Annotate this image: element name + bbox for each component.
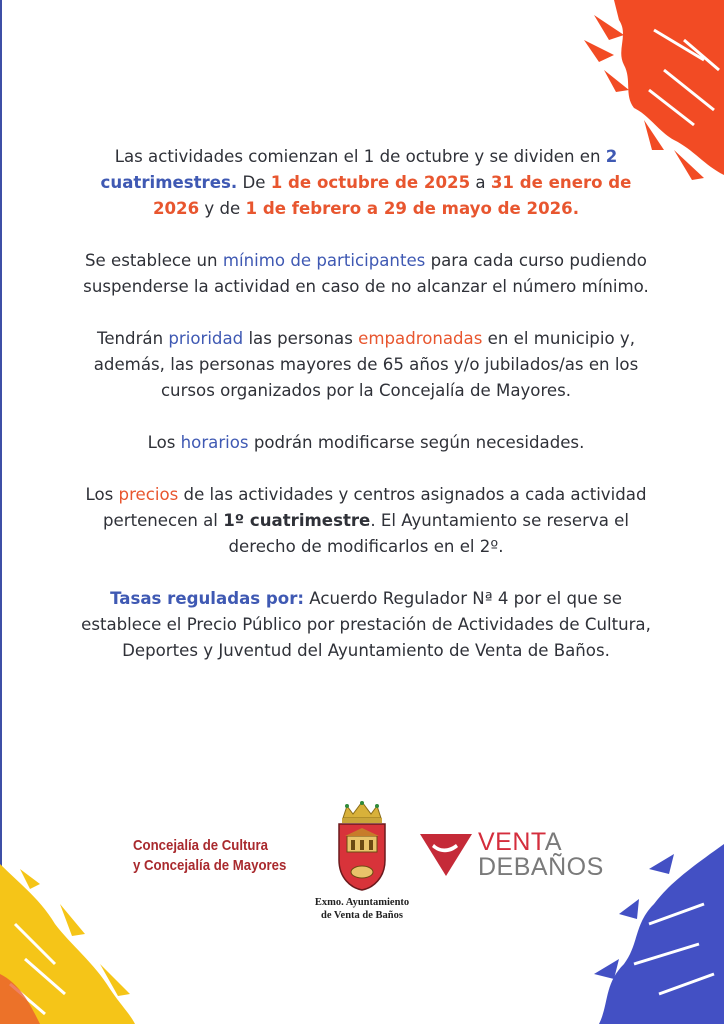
tasas-text: Acuerdo Regulador Nª 4 por el que se establece el Precio Público por prestación de Actividades de Cultura, Deportes y Juventud del Ayuntamiento de Venta de Baños. <box>81 589 651 660</box>
concejalia-line2: y Concejalía de Mayores <box>133 857 287 874</box>
minimo-text: Se establece un <box>85 251 223 270</box>
footer <box>0 800 724 930</box>
horarios-paragraph <box>80 430 652 456</box>
cuatrimestres-highlight: 2 cuatrimestres. <box>100 147 618 192</box>
prioridad-highlight: prioridad <box>168 329 244 348</box>
venta-logo-mark-icon <box>420 832 472 876</box>
concejalia-label <box>133 836 286 876</box>
tasas-paragraph <box>80 586 652 664</box>
prioridad-text: en el municipio y, además, las personas mayores de 65 años y/o jubilados/as en los cursos organizados por la Concejalía de Mayores. <box>93 329 639 400</box>
intro-paragraph <box>80 144 652 222</box>
minimo-text: para cada curso pudiendo suspenderse la actividad en caso de no alcanzar el número mínimo. <box>83 251 649 296</box>
intro-text: a <box>470 173 491 192</box>
horarios-text: Los <box>147 433 181 452</box>
horarios-highlight: horarios <box>180 433 249 452</box>
coat-of-arms-icon <box>333 800 391 892</box>
precios-paragraph <box>80 482 652 560</box>
precios-text: . El Ayuntamiento se reserva el derecho de modificarlos en el 2º. <box>228 511 629 556</box>
precios-highlight: precios <box>118 485 179 504</box>
tasas-heading: Tasas reguladas por: <box>110 589 305 608</box>
prioridad-text: las personas <box>243 329 359 348</box>
precios-text: de las actividades y centros asignados a cada actividad pertenecen al <box>103 485 647 530</box>
logo-word-debanos: DEBAÑOS <box>478 853 604 881</box>
intro-text: De <box>237 173 271 192</box>
prioridad-text: Tendrán <box>97 329 169 348</box>
ayto-line1: Exmo. Ayuntamiento <box>314 897 410 908</box>
cuatrimestre-bold: 1º cuatrimestre <box>223 511 371 530</box>
minimo-highlight: mínimo de participantes <box>222 251 426 270</box>
info-text <box>80 144 652 690</box>
ayuntamiento-label <box>302 896 422 922</box>
prioridad-paragraph <box>80 326 652 404</box>
empadronadas-highlight: empadronadas <box>358 329 483 348</box>
minimo-paragraph <box>80 248 652 300</box>
intro-text: Las actividades comienzan el 1 de octubre y se dividen en <box>114 147 606 166</box>
intro-text: y de <box>199 199 246 218</box>
horarios-text: podrán modificarse según necesidades. <box>248 433 585 452</box>
first-end-date: 31 de enero de 2026 <box>152 173 632 218</box>
logo-letter-a: A <box>544 828 563 856</box>
concejalia-line1: Concejalía de Cultura <box>133 837 268 854</box>
ayto-line2: de Venta de Baños <box>321 910 403 921</box>
second-period-dates: 1 de febrero a 29 de mayo de 2026. <box>245 199 580 218</box>
start-date: 1 de octubre de 2025 <box>270 173 471 192</box>
venta-de-banos-logo <box>420 830 605 880</box>
precios-text: Los <box>85 485 119 504</box>
logo-word-vent: VENT <box>478 828 545 856</box>
venta-wordmark <box>478 830 604 880</box>
